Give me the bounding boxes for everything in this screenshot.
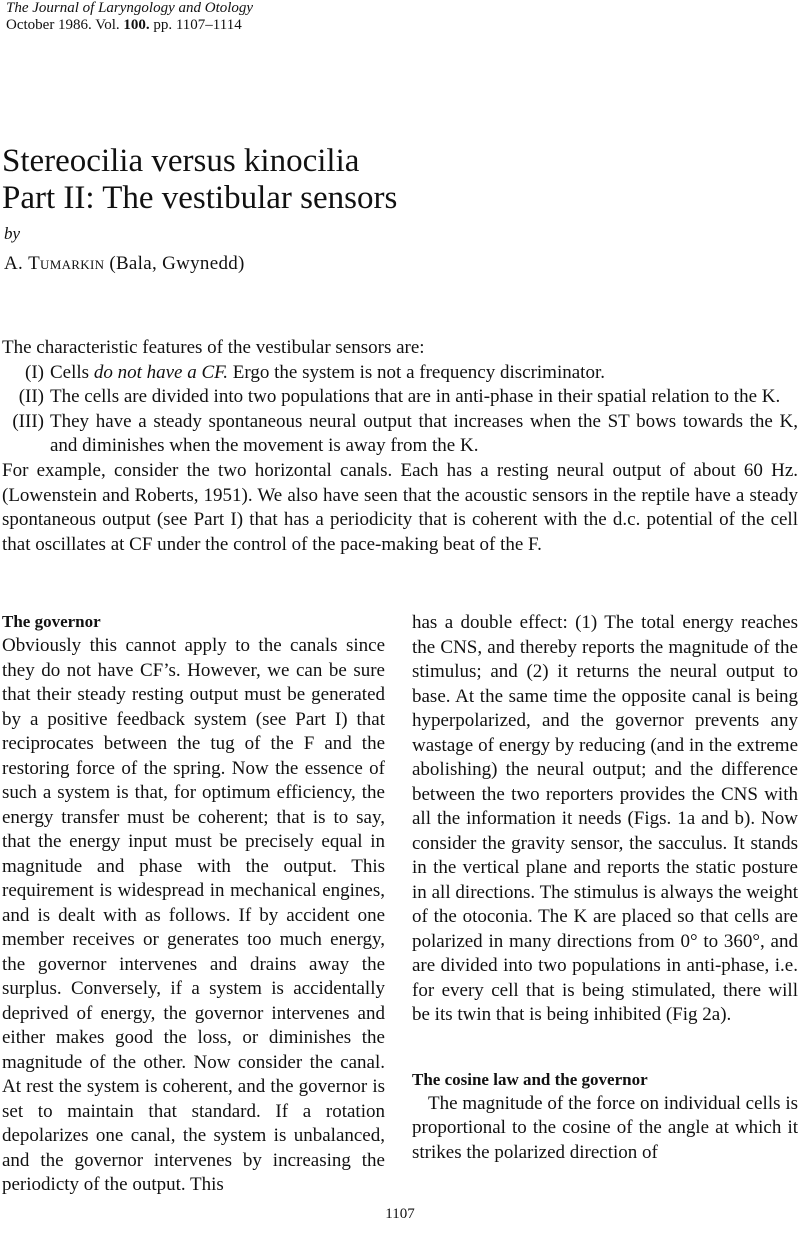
intro-closing: For example, consider the two horizontal canals. Each has a resting neural output of about 60 Hz. (Lowenstein and Roberts, 1951). We also have seen that the acoustic sensors in the reptile have a steady spontaneous output (see Part I) that has a periodicity that is coherent with the d.c. potential of the cell that oscillates at CF under the control of the pace-making beat of the F. xyxy=(2,459,798,555)
page-number: 1107 xyxy=(385,1206,415,1222)
feature-text-emphasis: do not have a CF. xyxy=(93,361,229,383)
intro-section xyxy=(2,336,798,557)
feature-number: (I) xyxy=(25,361,44,383)
feature-text-pre: Cells xyxy=(50,361,94,383)
author-line xyxy=(4,253,245,275)
feature-item xyxy=(2,410,798,459)
volume-number: 100. xyxy=(123,17,150,33)
section-heading-governor: The governor xyxy=(2,612,101,631)
cosine-paragraph: The magnitude of the force on individual cells is proportional to the cosine of the angle at which it strikes the polarized direction of xyxy=(412,1092,798,1163)
journal-header xyxy=(6,0,253,34)
author-surname: Tumarkin xyxy=(28,253,105,274)
feature-item xyxy=(2,385,798,410)
issue-line xyxy=(6,17,253,34)
journal-title: The Journal of Laryngology and Otology xyxy=(6,0,254,16)
feature-number: (II) xyxy=(18,386,44,408)
feature-text: The cells are divided into two populations that are in anti-phase in their spatial relation to the K. xyxy=(50,386,781,408)
governor-paragraph-continued: has a double effect: (1) The total energy reaches the CNS, and thereby reports the magnitude of the stimulus; and (2) it returns the neural output to base. At the same time the opposite canal is being hyperpolarized, and the governor prevents any wastage of energy by reducing (and in the extreme abolishing) the neural output; and the difference between the two reporters provides the CNS with all the information it needs (Figs. 1a and b). Now consider the gravity sensor, the sacculus. It stands in the vertical plane and reports the static posture in all directions. The stimulus is always the weight of the otoconia. The K are placed so that cells are polarized in many directions from 0° to 360°, and are divided into two populations in anti-phase, i.e. for every cell that is being stimulated, there will be its twin that is being inhibited (Fig 2a). xyxy=(412,612,798,1025)
governor-paragraph: Obviously this cannot apply to the canals since they do not have CF’s. However, we can be sure that their steady resting output must be generated by a positive feedback system (see Part I) that reciprocates between the tug of the F and the restoring force of the spring. Now the essence of such a system is that, for optimum efficiency, the energy transfer must be coherent; that is to say, that the energy input must be precisely equal in magnitude and phase with the output. This requirement is widespread in mechanical engines, and is dealt with as follows. If by accident one member receives or generates too much energy, the governor intervenes and drains away the surplus. Conversely, if a system is accidentally deprived of energy, the governor intervenes and either makes good the loss, or diminishes the magnitude of the other. Now consider the canal. At rest the system is coherent, and the governor is set to maintain that standard. If a rotation depolarizes one canal, the system is unbalanced, and the governor intervenes by increasing the periodicty of the output. This xyxy=(2,635,385,1195)
section-heading-cosine: The cosine law and the governor xyxy=(412,1069,648,1089)
right-column xyxy=(412,611,798,1165)
article-title xyxy=(2,143,397,217)
byline-by: by xyxy=(4,224,21,243)
feature-number: (III) xyxy=(12,410,44,432)
feature-text xyxy=(50,362,605,383)
title-line-1: Stereocilia versus kinocilia xyxy=(2,143,360,179)
section-spacer xyxy=(412,1028,798,1068)
feature-text: They have a steady spontaneous neural output that increases when the ST bows towards the K, and diminishes when the movement is away from the K. xyxy=(50,410,798,457)
author-affiliation: (Bala, Gwynedd) xyxy=(109,253,245,274)
title-line-2: Part II: The vestibular sensors xyxy=(2,180,398,216)
page-range: pp. 1107–1114 xyxy=(153,17,242,33)
left-column xyxy=(2,610,385,1198)
issue-date: October 1986. Vol. xyxy=(6,17,120,33)
intro-lead: The characteristic features of the vestibular sensors are: xyxy=(2,337,425,358)
feature-text-post: Ergo the system is not a frequency discriminator. xyxy=(228,361,605,383)
author-initial: A. xyxy=(4,253,24,274)
feature-item xyxy=(2,361,798,386)
